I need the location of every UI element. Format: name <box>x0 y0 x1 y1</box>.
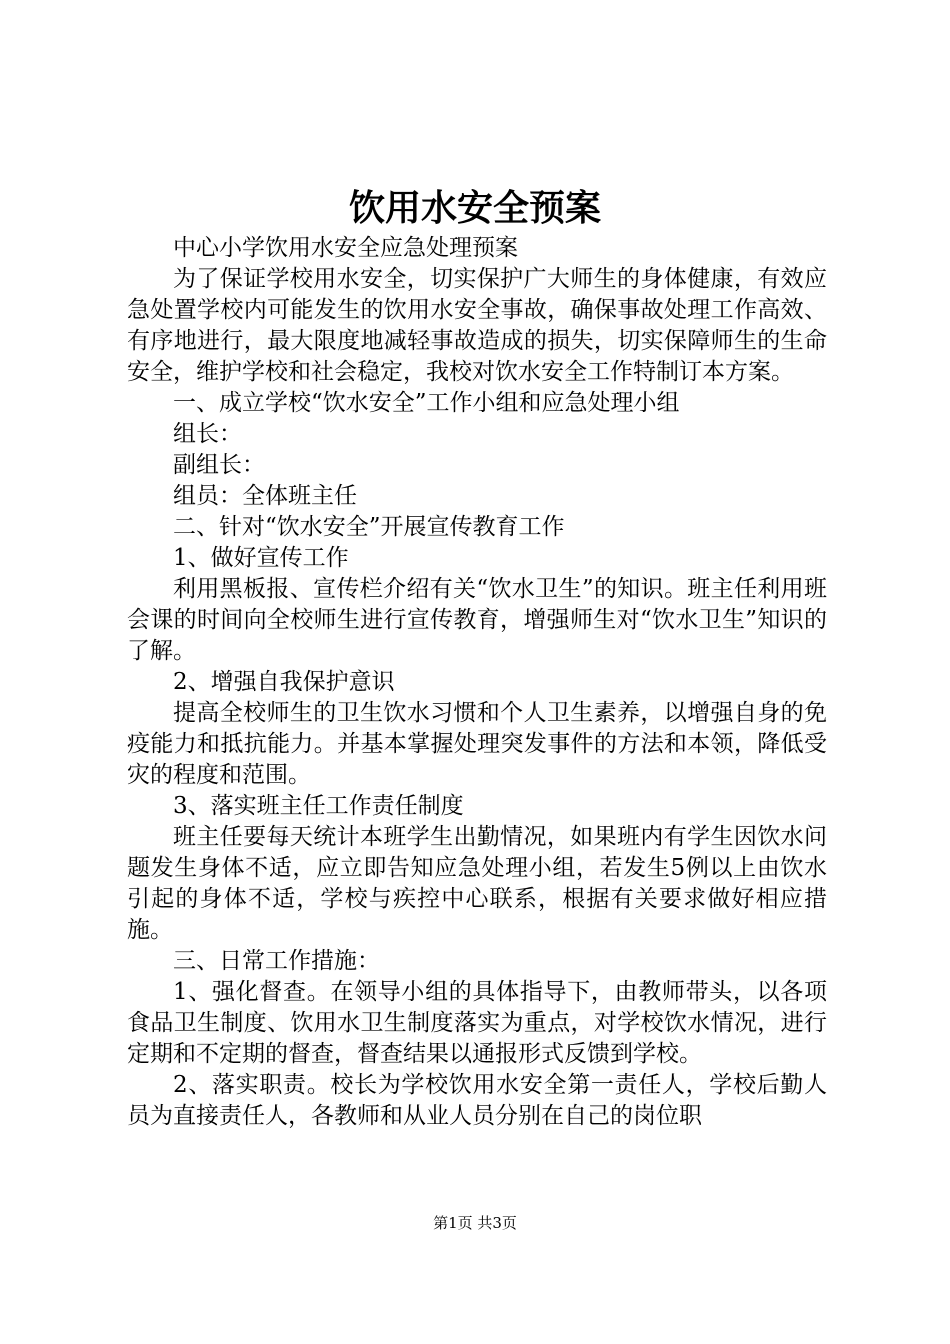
paragraph-2-1: 利用黑板报、宣传栏介绍有关“饮水卫生”的知识。班主任利用班会课的时间向全校师生进行宣传教育，增强师生对“饮水卫生”知识的了解。 <box>127 576 827 664</box>
paragraph-subtitle: 中心小学饮用水安全应急处理预案 <box>173 235 518 261</box>
section-heading-1: 一、成立学校“饮水安全”工作小组和应急处理小组 <box>173 390 680 416</box>
paragraph-2-3: 班主任要每天统计本班学生出勤情况，如果班内有学生因饮水问题发生身体不适，应立即告知应急处理小组，若发生5例以上由饮水引起的身体不适，学校与疾控中心联系，根据有关要求做好相应措施。 <box>127 824 827 943</box>
paragraph-2-2: 提高全校师生的卫生饮水习惯和个人卫生素养，以增强自身的免疫能力和抵抗能力。并基本掌握处理突发事件的方法和本领，降低受灾的程度和范围。 <box>127 700 827 788</box>
document-body <box>127 233 827 1132</box>
paragraph-3-1: 1、强化督查。在领导小组的具体指导下，由教师带头，以各项食品卫生制度、饮用水卫生制度落实为重点，对学校饮水情况，进行定期和不定期的督查，督查结果以通报形式反馈到学校。 <box>127 979 827 1067</box>
subheading-2-3: 3、落实班主任工作责任制度 <box>173 793 464 819</box>
paragraph-leader: 组长： <box>173 421 242 447</box>
section-heading-2: 二、针对“饮水安全”开展宣传教育工作 <box>173 514 565 540</box>
paragraph-members: 组员：全体班主任 <box>173 483 357 509</box>
paragraph-3-2: 2、落实职责。校长为学校饮用水安全第一责任人，学校后勤人员为直接责任人，各教师和从业人员分别在自己的岗位职 <box>127 1072 827 1129</box>
section-heading-3: 三、日常工作措施： <box>173 948 380 974</box>
paragraph-deputy-leader: 副组长： <box>173 452 265 478</box>
document-title: 饮用水安全预案 <box>348 187 601 229</box>
subheading-2-1: 1、做好宣传工作 <box>173 545 349 571</box>
subheading-2-2: 2、增强自我保护意识 <box>173 669 395 695</box>
page-footer: 第1页 共3页 <box>433 1214 517 1232</box>
paragraph-intro: 为了保证学校用水安全，切实保护广大师生的身体健康，有效应急处置学校内可能发生的饮用水安全事故，确保事故处理工作高效、有序地进行，最大限度地减轻事故造成的损失，切实保障师生的生命安全，维护学校和社会稳定，我校对饮水安全工作特制订本方案。 <box>127 266 827 385</box>
